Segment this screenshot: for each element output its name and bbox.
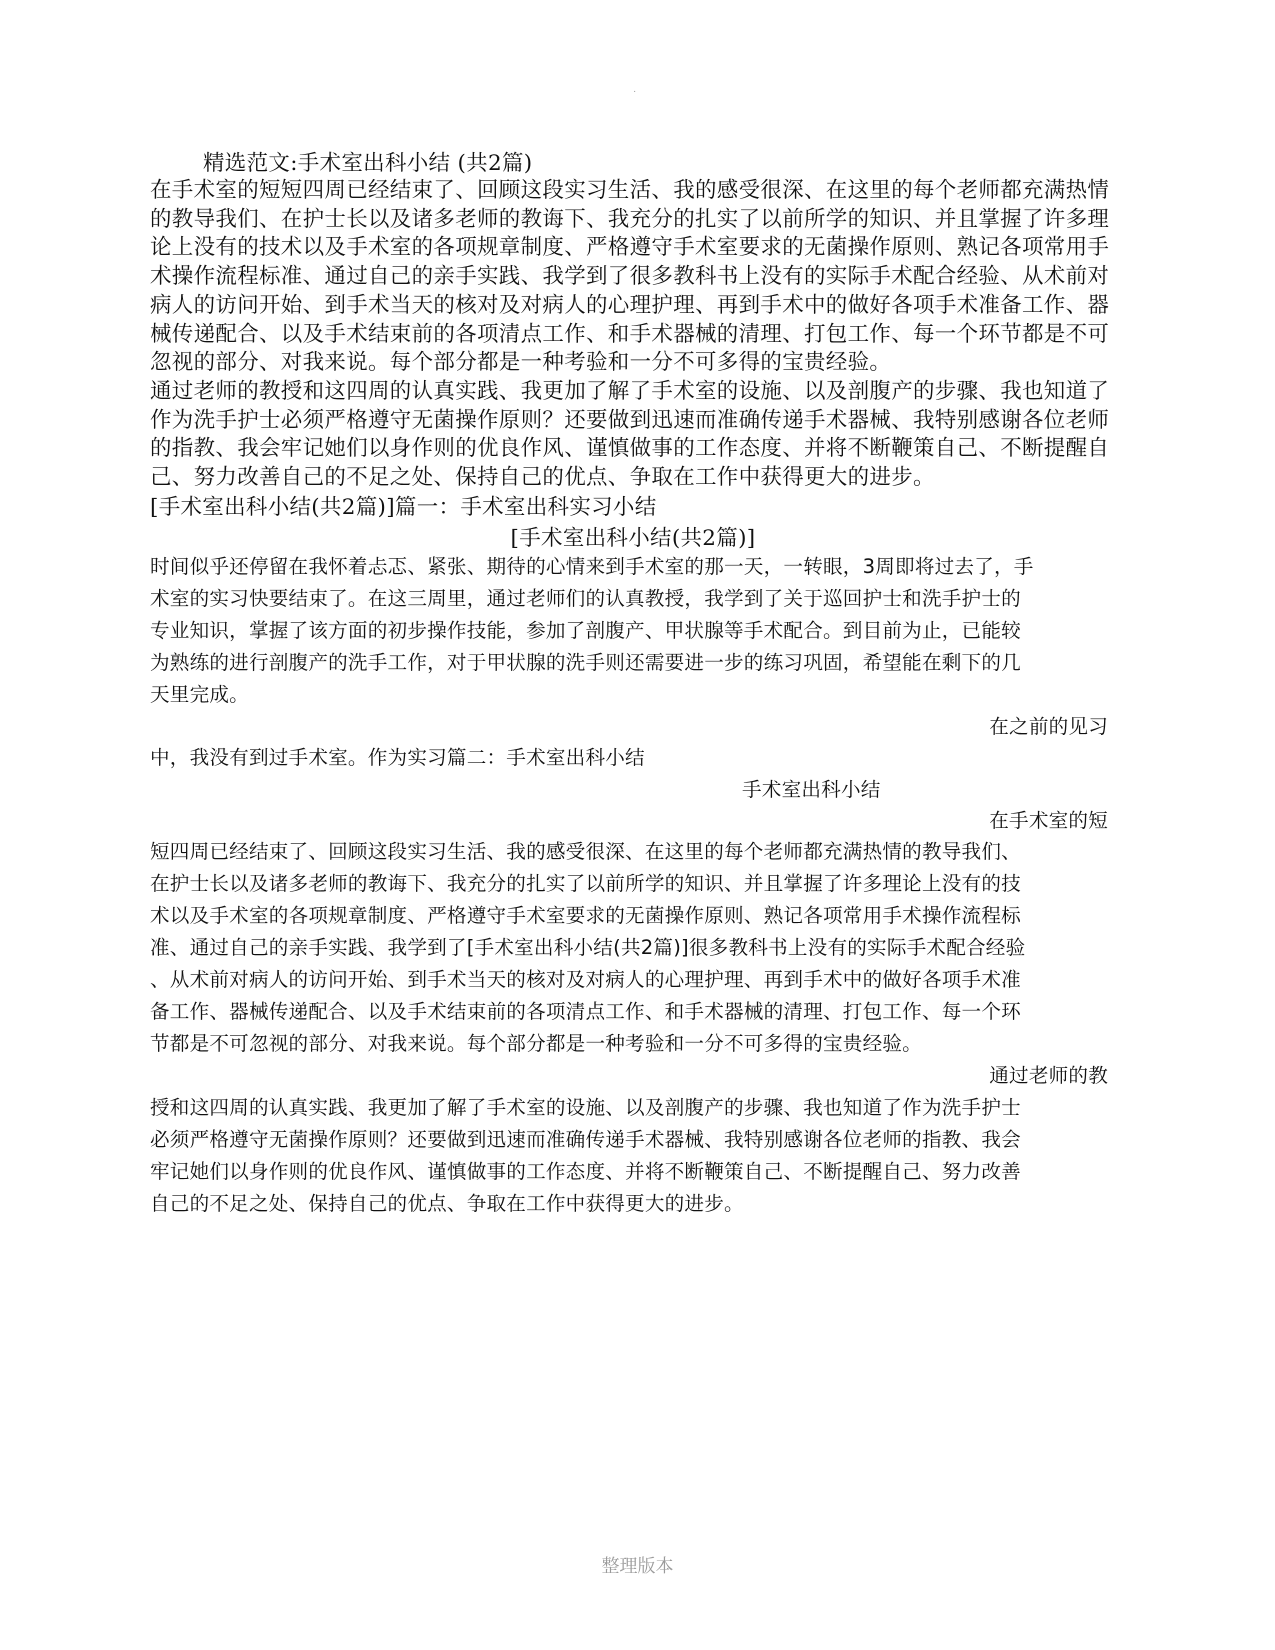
- paragraph-5: 短四周已经结束了、回顾这段实习生活、我的感受很深、在这里的每个老师都充满热情的教导我们、 在护士长以及诸多老师的教诲下、我充分的扎实了以前所学的知识、并且掌握了许多理论上没有的技 术以及手术室的各项规章制度、严格遵守手术室要求的无菌操作原则、熟记各项常用手术操作流程标 准、通过自己的亲手实践、我学到了[手术室出科小结(共2篇)]很多教科书上没有的实际手术配合经验 、从术前对病人的访问开始、到手术当天的核对及对病人的心理护理、再到手术中的做好各项手术准 备工作、器械传递配合、以及手术结束前的各项清点工作、和手术器械的清理、打包工作、每一个环 节都是不可忽视的部分、对我来说。每个部分都是一种考验和一分不可多得的宝贵经验。: [150, 840, 1026, 1055]
- section-subtitle-1: [手术室出科小结(共2篇)]: [510, 526, 756, 551]
- document-title: 精选范文:手术室出科小结 (共2篇): [203, 151, 533, 176]
- paragraph-2: 通过老师的教授和这四周的认真实践、我更加了解了手术室的设施、以及剖腹产的步骤、我也知道了 作为洗手护士必须严格遵守无菌操作原则？还要做到迅速而准确传递手术器械、我特别感谢各位老师 的指教、我会牢记她们以身作则的优良作风、谨慎做事的工作态度、并将不断鞭策自己、不断提醒自 己、努力改善自己的不足之处、保持自己的优点、争取在工作中获得更大的进步。: [150, 379, 1110, 491]
- paragraph-4-end: 中，我没有到过手术室。作为实习篇二：手术室出科小结: [150, 746, 645, 769]
- paragraph-1: 在手术室的短短四周已经结束了、回顾这段实习生活、我的感受很深、在这里的每个老师都充满热情 的教导我们、在护士长以及诸多老师的教诲下、我充分的扎实了以前所学的知识、并且掌握了许多理 论上没有的技术以及手术室的各项规章制度、严格遵守手术室要求的无菌操作原则、熟记各项常用手 术操作流程标准、通过自己的亲手实践、我学到了很多教科书上没有的实际手术配合经验、从术前对 病人的访问开始、到手术当天的核对及对病人的心理护理、再到手术中的做好各项手术准备工作、器 械传递配合、以及手术结束前的各项清点工作、和手术器械的清理、打包工作、每一个环节都是不可 忽视的部分、对我来说。每个部分都是一种考验和一分不可多得的宝贵经验。: [150, 178, 1110, 376]
- paragraph-6-start: 通过老师的教: [989, 1064, 1108, 1087]
- header-dot: ·: [633, 86, 637, 97]
- section-heading-1: [手术室出科小结(共2篇)]篇一：手术室出科实习小结: [150, 495, 657, 520]
- paragraph-6: 授和这四周的认真实践、我更加了解了手术室的设施、以及剖腹产的步骤、我也知道了作为洗手护士 必须严格遵守无菌操作原则？还要做到迅速而准确传递手术器械、我特别感谢各位老师的指教、我会 牢记她们以身作则的优良作风、谨慎做事的工作态度、并将不断鞭策自己、不断提醒自己、努力改善 自己的不足之处、保持自己的优点、争取在工作中获得更大的进步。: [150, 1096, 1021, 1215]
- paragraph-5-start: 在手术室的短: [989, 809, 1108, 832]
- paragraph-3: 时间似乎还停留在我怀着忐忑、紧张、期待的心情来到手术室的那一天，一转眼，3周即将过去了，手 术室的实习快要结束了。在这三周里，通过老师们的认真教授，我学到了关于巡回护士和洗手护士的 专业知识，掌握了该方面的初步操作技能，参加了剖腹产、甲状腺等手术配合。到目前为止，已能较 为熟练的进行剖腹产的洗手工作，对于甲状腺的洗手则还需要进一步的练习巩固，希望能在剩下的几 天里完成。: [150, 555, 1034, 706]
- section-subtitle-2: 手术室出科小结: [742, 778, 881, 801]
- footer-text: 整理版本: [601, 1556, 674, 1577]
- paragraph-4-start: 在之前的见习: [989, 715, 1108, 738]
